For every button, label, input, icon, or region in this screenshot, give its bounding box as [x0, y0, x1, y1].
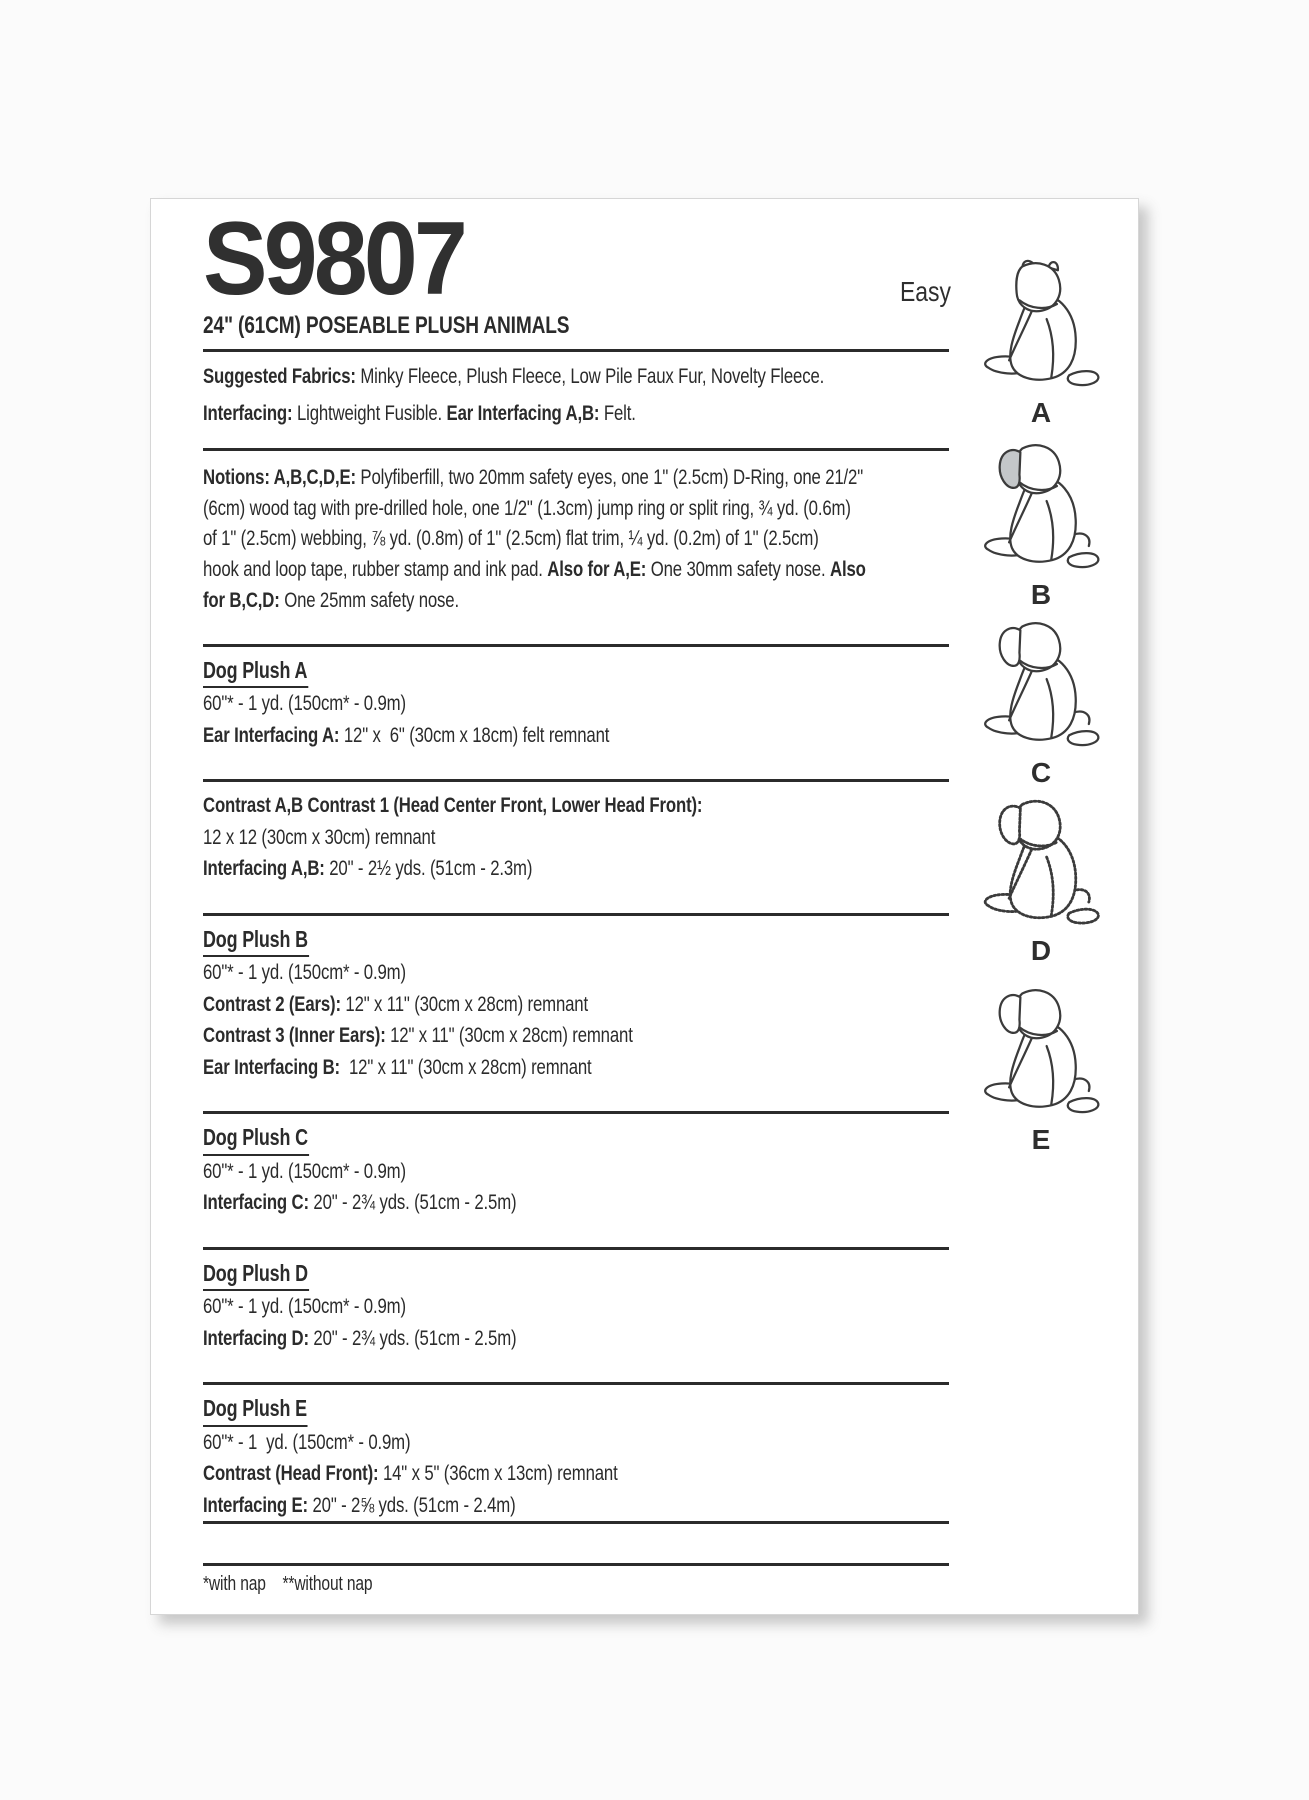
bold-label: Interfacing A,B:	[203, 856, 325, 881]
view-figure-d	[951, 795, 1131, 965]
page-title: 24" (61CM) POSEABLE PLUSH ANIMALS	[203, 312, 570, 339]
text-segment: 60"* - 1 yd. (150cm* - 0.9m)	[203, 1294, 406, 1319]
bold-label: Ear Interfacing B:	[203, 1054, 340, 1079]
section-title: Dog Plush C	[203, 1122, 309, 1156]
text-line	[203, 1052, 949, 1084]
yardage-section	[203, 655, 949, 752]
view-figure-e	[951, 984, 1131, 1154]
text-line	[203, 358, 949, 395]
view-figure-b	[951, 439, 1131, 609]
text-segment: 20" - 2⅝ yds. (51cm - 2.4m)	[307, 1492, 516, 1517]
fabrics-and-interfacing-paragraph	[203, 358, 949, 431]
yardage-section	[203, 1122, 949, 1219]
text-segment: 60"* - 1 yd. (150cm* - 0.9m)	[203, 960, 406, 985]
text-line	[203, 790, 949, 822]
text-segment: 12" x 6" (30cm x 18cm) felt remnant	[339, 722, 610, 747]
bold-label: Contrast A,B Contrast 1 (Head Center Front, Lower Head Front):	[203, 793, 703, 818]
text-segment: Minky Fleece, Plush Fleece, Low Pile Faux Fur, Novelty Fleece.	[355, 364, 825, 388]
text-segment: 14" x 5" (36cm x 13cm) remnant	[378, 1461, 618, 1486]
text-segment: 60"* - 1 yd. (150cm* - 0.9m)	[203, 691, 406, 716]
plush-dog-illustration	[966, 617, 1116, 757]
text-line	[203, 853, 949, 885]
text-segment: hook and loop tape, rubber stamp and ink pad.	[203, 557, 548, 582]
divider	[203, 1247, 949, 1250]
yardage-section	[203, 1393, 949, 1521]
bold-label: Contrast (Head Front):	[203, 1461, 379, 1486]
text-line	[203, 585, 949, 616]
section-title: Dog Plush D	[203, 1258, 309, 1292]
text-segment: of 1" (2.5cm) webbing, ⅞ yd. (0.8m) of 1" (2.5cm) flat trim, ¼ yd. (0.2m) of 1" (2.5cm)	[203, 526, 819, 551]
difficulty-label: Easy	[899, 276, 951, 307]
text-line	[203, 720, 949, 752]
yardage-section	[203, 1258, 949, 1355]
bold-label: Ear Interfacing A:	[203, 722, 340, 747]
text-line	[203, 554, 949, 585]
text-line	[203, 957, 949, 989]
text-line	[203, 462, 949, 493]
divider	[203, 1563, 949, 1566]
bold-label: for B,C,D:	[203, 587, 280, 612]
text-line	[203, 1458, 949, 1490]
bold-label: Ear Interfacing A,B:	[446, 400, 600, 425]
text-line	[203, 493, 949, 524]
section-title-row	[203, 1393, 949, 1427]
text-segment: 20" - 2¾ yds. (51cm - 2.5m)	[308, 1190, 517, 1215]
divider	[203, 448, 949, 451]
view-letter-label: A	[1030, 397, 1052, 428]
bold-label: Interfacing D:	[203, 1325, 309, 1350]
text-line	[203, 822, 949, 854]
yardage-section	[203, 790, 949, 885]
text-line	[203, 1323, 949, 1355]
text-segment: 60"* - 1 yd. (150cm* - 0.9m)	[203, 1429, 411, 1454]
bold-label: Contrast 3 (Inner Ears):	[203, 1023, 386, 1048]
text-segment: 12" x 11" (30cm x 28cm) remnant	[385, 1023, 633, 1048]
yardage-sections	[203, 644, 949, 1522]
page-title-row	[203, 311, 949, 341]
bold-label: Notions: A,B,C,D,E:	[203, 465, 356, 489]
text-segment: 12 x 12 (30cm x 30cm) remnant	[203, 824, 436, 849]
text-segment: 20" - 2¾ yds. (51cm - 2.5m)	[308, 1325, 517, 1350]
text-line	[203, 1490, 949, 1522]
text-segment: Felt.	[599, 400, 636, 425]
bold-label: Also for A,E:	[547, 557, 647, 582]
text-line	[203, 1291, 949, 1323]
text-segment: 12" x 11" (30cm x 28cm) remnant	[340, 991, 588, 1016]
text-line	[203, 989, 949, 1021]
section-title-row	[203, 655, 949, 689]
text-line	[203, 523, 949, 554]
view-letter-label: E	[1031, 1124, 1051, 1155]
text-segment: Lightweight Fusible.	[292, 400, 447, 425]
plush-dog-illustration	[966, 257, 1116, 397]
view-figure-c	[951, 617, 1131, 787]
text-line	[203, 1020, 949, 1052]
bold-label: Interfacing:	[203, 400, 293, 425]
section-title: Dog Plush B	[203, 924, 309, 958]
text-segment: One 30mm safety nose.	[646, 557, 830, 582]
bold-label: Contrast 2 (Ears):	[203, 991, 341, 1016]
divider	[203, 1382, 949, 1385]
pattern-number: S9807	[203, 201, 465, 317]
divider	[203, 779, 949, 782]
bold-label: Interfacing C:	[203, 1190, 309, 1215]
nap-footnote: *with nap **without nap	[203, 1573, 373, 1596]
section-title-row	[203, 924, 949, 958]
text-segment: 60"* - 1 yd. (150cm* - 0.9m)	[203, 1158, 406, 1183]
plush-dog-illustration	[966, 439, 1116, 579]
section-title-row	[203, 1122, 949, 1156]
text-segment: 12" x 11" (30cm x 28cm) remnant	[339, 1054, 592, 1079]
text-line	[203, 1187, 949, 1219]
text-line	[203, 1156, 949, 1188]
text-segment: (6cm) wood tag with pre-drilled hole, one 1/2" (1.3cm) jump ring or split ring, ¾ yd. (0.6m)	[203, 495, 851, 520]
plush-dog-illustration	[966, 795, 1116, 935]
divider	[203, 349, 949, 352]
text-line	[203, 1427, 949, 1459]
bold-label: Interfacing E:	[203, 1492, 308, 1517]
divider	[203, 1111, 949, 1114]
view-letter-label: C	[1030, 757, 1052, 788]
divider	[203, 644, 949, 647]
yardage-section	[203, 924, 949, 1084]
section-title: Dog Plush E	[203, 1393, 308, 1427]
view-letter-label: B	[1030, 579, 1052, 610]
section-title-row	[203, 1258, 949, 1292]
text-segment: One 25mm safety nose.	[279, 587, 459, 612]
section-title: Dog Plush A	[203, 655, 308, 689]
text-segment: Polyfiberfill, two 20mm safety eyes, one 1" (2.5cm) D-Ring, one 21/2"	[355, 465, 864, 489]
plush-dog-illustration	[966, 984, 1116, 1124]
pattern-envelope-back-page	[150, 198, 1139, 1615]
text-line	[203, 688, 949, 720]
view-letter-label: D	[1030, 935, 1052, 966]
instruction-text-column	[203, 199, 949, 1596]
notions-paragraph	[203, 462, 949, 616]
text-segment: 20" - 2½ yds. (51cm - 2.3m)	[324, 856, 533, 881]
view-figure-a	[951, 257, 1131, 427]
divider	[203, 1521, 949, 1524]
divider	[203, 913, 949, 916]
text-line	[203, 395, 949, 432]
bold-label: Suggested Fabrics:	[203, 364, 356, 388]
bold-label: Also	[829, 557, 866, 582]
